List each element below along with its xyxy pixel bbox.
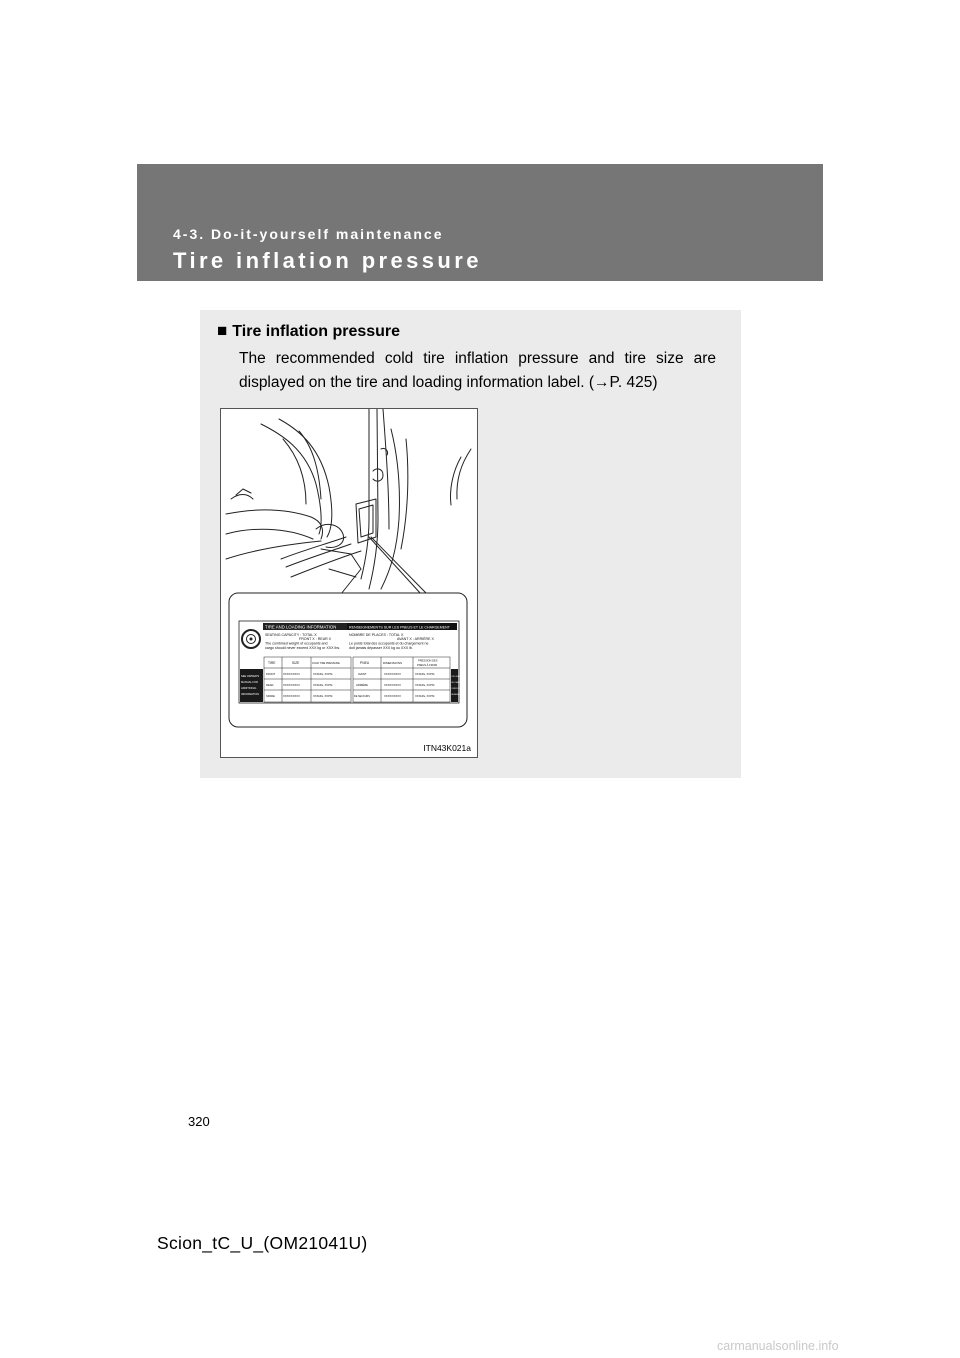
col-tire: TIRE [268, 661, 276, 665]
row-rear-pression: XXXkPa, XXPSI [415, 684, 435, 687]
row-spare-pression: XXXkPa, XXPSI [415, 695, 435, 698]
section-label: 4-3. Do-it-yourself maintenance [173, 226, 444, 242]
row-front-pneu: AVANT [358, 673, 367, 676]
subheading [217, 321, 400, 341]
right-block-line-1: VOIR LE MANUEL [451, 677, 464, 678]
col-size: SIZE [292, 661, 300, 665]
row-spare-size: XXXX/XXXXX [283, 695, 300, 698]
body-paragraph [239, 347, 716, 395]
row-rear-tire: REAR [266, 684, 274, 687]
row-rear-size: XXXX/XXXXX [283, 684, 300, 687]
combined-weight-en-2: cargo should never exceed XXX kg or XXX lbs. [265, 646, 341, 650]
row-front-pressure: XXXkPa, XXPSI [313, 673, 333, 676]
illustration-tire-label [220, 408, 478, 758]
row-spare-dimensions: XXXX/XXXXX [384, 695, 401, 698]
row-spare-tire: SPARE [266, 695, 275, 698]
row-spare-pressure: XXXkPa, XXPSI [313, 695, 333, 698]
right-block-line-4: RENSEIGNEMENTS [451, 695, 465, 696]
door-pillar-illustration [221, 409, 477, 757]
label-header-en: TIRE AND LOADING INFORMATION [265, 624, 337, 630]
col-pneu: PNEU [360, 661, 370, 665]
page-number: 320 [188, 1114, 210, 1129]
row-rear-dimensions: XXXX/XXXXX [384, 684, 401, 687]
page-title: Tire inflation pressure [173, 248, 482, 273]
right-arrow-icon: → [594, 374, 610, 391]
row-rear-pressure: XXXkPa, XXPSI [313, 684, 333, 687]
document-code: Scion_tC_U_(OM21041U) [157, 1233, 368, 1253]
seating-capacity-fr: NOMBRE DE PLACES : TOTAL X [349, 633, 404, 637]
figure-code: ITN43K021a [423, 743, 471, 753]
left-block-line-1: SEE OWNER'S [241, 675, 260, 678]
seating-split-fr: AVANT X : ARRIÈRE X [397, 637, 434, 641]
square-bullet-icon: ■ [217, 321, 228, 340]
combined-weight-en-1: The combined weight of occupants and [265, 641, 328, 646]
paragraph-line-1: The recommended cold tire inflation pressure and tire size are [239, 350, 716, 367]
col-pression-1: PRESSION DES [418, 659, 438, 663]
paragraph-line-2 [239, 371, 716, 395]
subheading-text: Tire inflation pressure [232, 323, 401, 340]
row-front-dimensions: XXXX/XXXXX [384, 673, 401, 676]
row-rear-pneu: ARRIÈRE [356, 684, 368, 687]
seating-capacity-en: SEATING CAPACITY : TOTAL X [265, 633, 317, 637]
left-block-line-2: MANUAL FOR [241, 681, 258, 684]
col-cold-tire-pressure: COLD TIRE PRESSURE [312, 662, 340, 665]
right-block-line-2: DE L'USAGER [451, 683, 461, 684]
watermark: carmanualsonline.info [717, 1339, 839, 1353]
label-header-fr: RENSEIGNEMENTS SUR LES PNEUS ET LE CHARGEMENT [349, 625, 450, 630]
left-block-line-3: ADDITIONAL [241, 687, 257, 690]
col-dimensions: DIMENSIONS [383, 661, 403, 665]
left-block-line-4: INFORMATION [241, 693, 259, 696]
row-spare-pneu: DE SECOURS [354, 695, 370, 698]
row-front-pression: XXXkPa, XXPSI [415, 673, 435, 676]
col-pression-2: PNEUS À FROID [417, 664, 438, 667]
page-reference-link[interactable]: P. 425) [609, 374, 658, 391]
paragraph-line-2-text: displayed on the tire and loading information label. ( [239, 374, 595, 391]
row-front-tire: FRONT [266, 673, 276, 676]
combined-weight-fr-2: doit jamais dépasser XXX kg ou XXX lb. [349, 646, 413, 650]
combined-weight-fr-1: Le poids total des occupants et du chargement ne [349, 641, 429, 646]
right-block-line-3: POUR PLUS DE [451, 689, 462, 690]
row-front-size: XXXX/XXXXX [283, 673, 300, 676]
seating-split-en: FRONT X : REAR X [299, 637, 332, 641]
